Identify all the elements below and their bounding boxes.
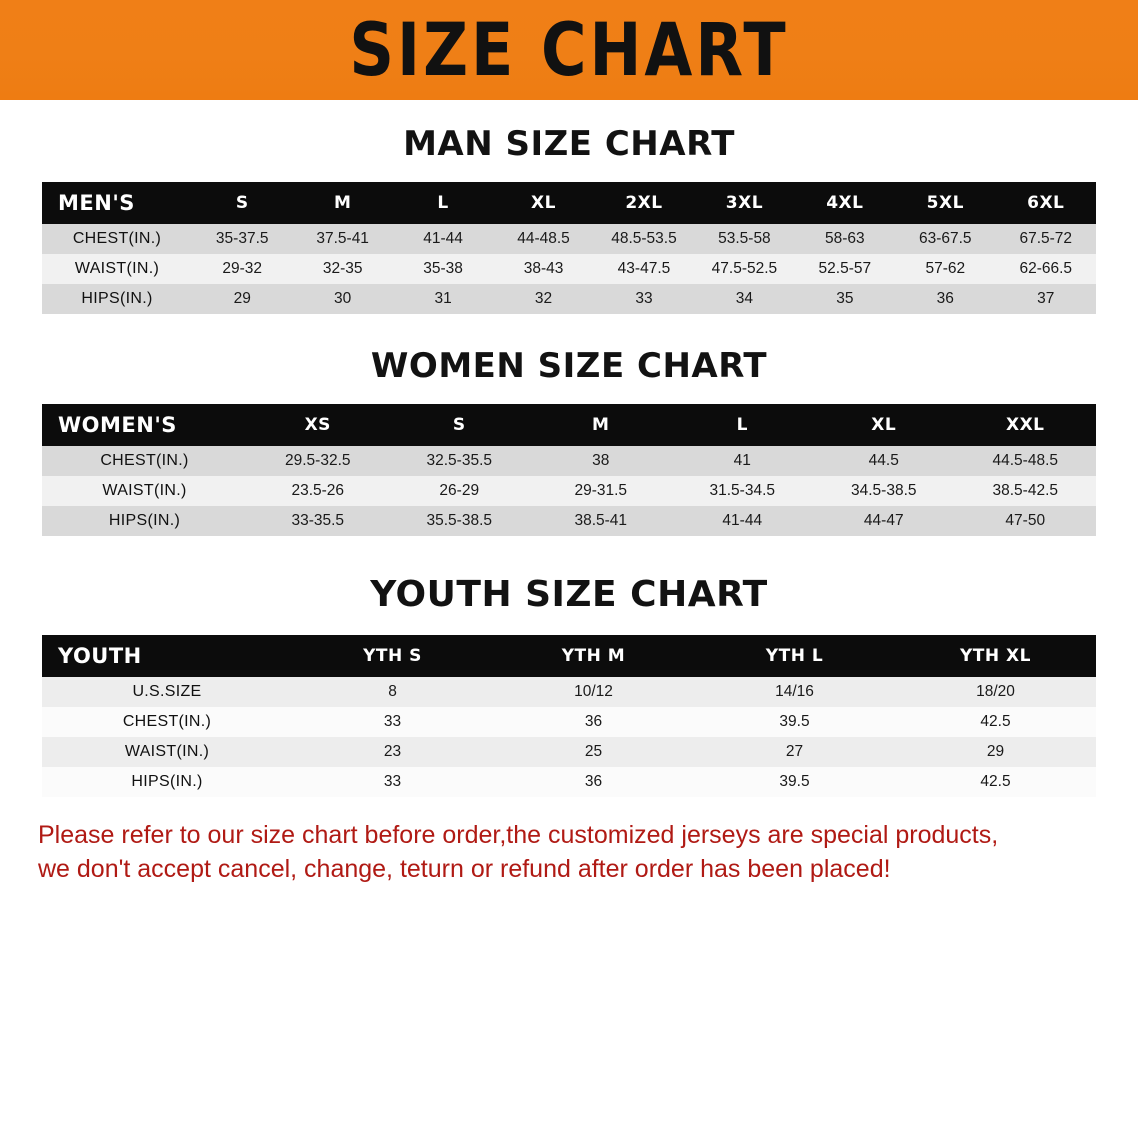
- youth-hips-xl: 42.5: [895, 767, 1096, 797]
- youth-row-ussize-label: U.S.SIZE: [42, 677, 292, 707]
- youth-size-table: [42, 635, 1096, 797]
- table-row: [42, 446, 1096, 476]
- man-chest-6xl: 67.5-72: [996, 224, 1097, 254]
- youth-chest-l: 39.5: [694, 707, 895, 737]
- youth-header-label: YOUTH: [58, 644, 142, 668]
- table-row: [42, 224, 1096, 254]
- man-header-3xl: 3XL: [725, 193, 764, 213]
- man-header-label: MEN'S: [58, 191, 135, 215]
- women-chest-xxl: 44.5-48.5: [955, 446, 1097, 476]
- table-row: [42, 284, 1096, 314]
- page-title: SIZE CHART: [349, 6, 789, 93]
- women-header-xl: XL: [871, 415, 897, 435]
- women-chest-l: 41: [672, 446, 814, 476]
- man-chest-l: 41-44: [393, 224, 493, 254]
- youth-ussize-s: 8: [292, 677, 493, 707]
- youth-row-hips-label: HIPS(IN.): [42, 767, 292, 797]
- youth-chest-m: 36: [493, 707, 694, 737]
- man-row-hips-label: HIPS(IN.): [42, 284, 192, 314]
- women-waist-l: 31.5-34.5: [672, 476, 814, 506]
- women-header-label: WOMEN'S: [58, 413, 177, 437]
- youth-ussize-l: 14/16: [694, 677, 895, 707]
- women-hips-xs: 33-35.5: [247, 506, 389, 536]
- youth-hips-m: 36: [493, 767, 694, 797]
- youth-row-chest-label: CHEST(IN.): [42, 707, 292, 737]
- youth-header-s: YTH S: [363, 646, 422, 666]
- man-waist-m: 32-35: [292, 254, 392, 284]
- youth-table-wrap: [0, 635, 1138, 797]
- table-row: [42, 707, 1096, 737]
- women-waist-xs: 23.5-26: [247, 476, 389, 506]
- man-hips-xl: 32: [493, 284, 593, 314]
- women-waist-s: 26-29: [389, 476, 531, 506]
- man-header-4xl: 4XL: [826, 193, 864, 213]
- table-row: [42, 254, 1096, 284]
- man-chest-2xl: 48.5-53.5: [594, 224, 694, 254]
- man-header-xl: XL: [531, 193, 556, 213]
- women-chest-xs: 29.5-32.5: [247, 446, 389, 476]
- youth-waist-m: 25: [493, 737, 694, 767]
- man-waist-xl: 38-43: [493, 254, 593, 284]
- man-row-chest-label: CHEST(IN.): [42, 224, 192, 254]
- women-chest-m: 38: [530, 446, 672, 476]
- man-header-l: L: [437, 193, 449, 213]
- women-waist-m: 29-31.5: [530, 476, 672, 506]
- man-hips-l: 31: [393, 284, 493, 314]
- women-header-m: M: [592, 415, 610, 435]
- youth-section-title: YOUTH SIZE CHART: [370, 574, 768, 615]
- women-chest-s: 32.5-35.5: [389, 446, 531, 476]
- women-waist-xxl: 38.5-42.5: [955, 476, 1097, 506]
- table-row: [42, 506, 1096, 536]
- youth-hips-s: 33: [292, 767, 493, 797]
- man-hips-3xl: 34: [694, 284, 794, 314]
- youth-waist-s: 23: [292, 737, 493, 767]
- page-banner: [0, 0, 1138, 100]
- man-chest-5xl: 63-67.5: [895, 224, 995, 254]
- women-header-l: L: [736, 415, 748, 435]
- youth-ussize-xl: 18/20: [895, 677, 1096, 707]
- man-header-6xl: 6XL: [1027, 193, 1065, 213]
- youth-header-l: YTH L: [765, 646, 824, 666]
- youth-chest-s: 33: [292, 707, 493, 737]
- youth-waist-l: 27: [694, 737, 895, 767]
- disclaimer-line-2: we don't accept cancel, change, teturn or refund after order has been placed!: [38, 854, 891, 883]
- man-section-title: MAN SIZE CHART: [403, 124, 735, 164]
- women-row-waist-label: WAIST(IN.): [42, 476, 247, 506]
- man-hips-5xl: 36: [895, 284, 995, 314]
- man-chest-xl: 44-48.5: [493, 224, 593, 254]
- man-chest-s: 35-37.5: [192, 224, 292, 254]
- man-waist-3xl: 47.5-52.5: [694, 254, 794, 284]
- man-header-m: M: [333, 193, 352, 213]
- women-header-s: S: [452, 415, 466, 435]
- man-table-wrap: [0, 182, 1138, 314]
- man-header-s: S: [235, 193, 249, 213]
- man-waist-l: 35-38: [393, 254, 493, 284]
- women-hips-s: 35.5-38.5: [389, 506, 531, 536]
- youth-waist-xl: 29: [895, 737, 1096, 767]
- women-hips-xl: 44-47: [813, 506, 955, 536]
- women-section-title: WOMEN SIZE CHART: [370, 346, 768, 386]
- youth-hips-l: 39.5: [694, 767, 895, 797]
- women-hips-l: 41-44: [672, 506, 814, 536]
- women-table-header-row: [42, 404, 1096, 446]
- man-chest-4xl: 58-63: [795, 224, 895, 254]
- table-row: [42, 767, 1096, 797]
- table-row: [42, 476, 1096, 506]
- man-waist-2xl: 43-47.5: [594, 254, 694, 284]
- man-header-5xl: 5XL: [926, 193, 964, 213]
- women-hips-xxl: 47-50: [955, 506, 1097, 536]
- women-table-wrap: [0, 404, 1138, 536]
- man-hips-4xl: 35: [795, 284, 895, 314]
- man-size-table: [42, 182, 1096, 314]
- women-size-table: [42, 404, 1096, 536]
- women-header-xxl: XXL: [1005, 415, 1045, 435]
- man-waist-s: 29-32: [192, 254, 292, 284]
- table-row: [42, 677, 1096, 707]
- table-row: [42, 737, 1096, 767]
- man-header-2xl: 2XL: [625, 193, 663, 213]
- women-waist-xl: 34.5-38.5: [813, 476, 955, 506]
- man-waist-4xl: 52.5-57: [795, 254, 895, 284]
- women-header-xs: XS: [304, 415, 331, 435]
- man-chest-m: 37.5-41: [292, 224, 392, 254]
- youth-row-waist-label: WAIST(IN.): [42, 737, 292, 767]
- youth-header-m: YTH M: [561, 646, 626, 666]
- youth-chest-xl: 42.5: [895, 707, 1096, 737]
- man-table-header-row: [42, 182, 1096, 224]
- women-chest-xl: 44.5: [813, 446, 955, 476]
- disclaimer-line-1: Please refer to our size chart before order,the customized jerseys are special products,: [38, 821, 999, 849]
- youth-header-xl: YTH XL: [960, 646, 1031, 666]
- man-hips-6xl: 37: [996, 284, 1097, 314]
- women-row-chest-label: CHEST(IN.): [42, 446, 247, 476]
- man-waist-5xl: 57-62: [895, 254, 995, 284]
- youth-table-header-row: [42, 635, 1096, 677]
- women-row-hips-label: HIPS(IN.): [42, 506, 247, 536]
- youth-ussize-m: 10/12: [493, 677, 694, 707]
- man-hips-m: 30: [292, 284, 392, 314]
- women-hips-m: 38.5-41: [530, 506, 672, 536]
- man-hips-2xl: 33: [594, 284, 694, 314]
- man-hips-s: 29: [192, 284, 292, 314]
- man-waist-6xl: 62-66.5: [996, 254, 1097, 284]
- man-row-waist-label: WAIST(IN.): [42, 254, 192, 284]
- disclaimer-note: [0, 819, 1138, 887]
- man-chest-3xl: 53.5-58: [694, 224, 794, 254]
